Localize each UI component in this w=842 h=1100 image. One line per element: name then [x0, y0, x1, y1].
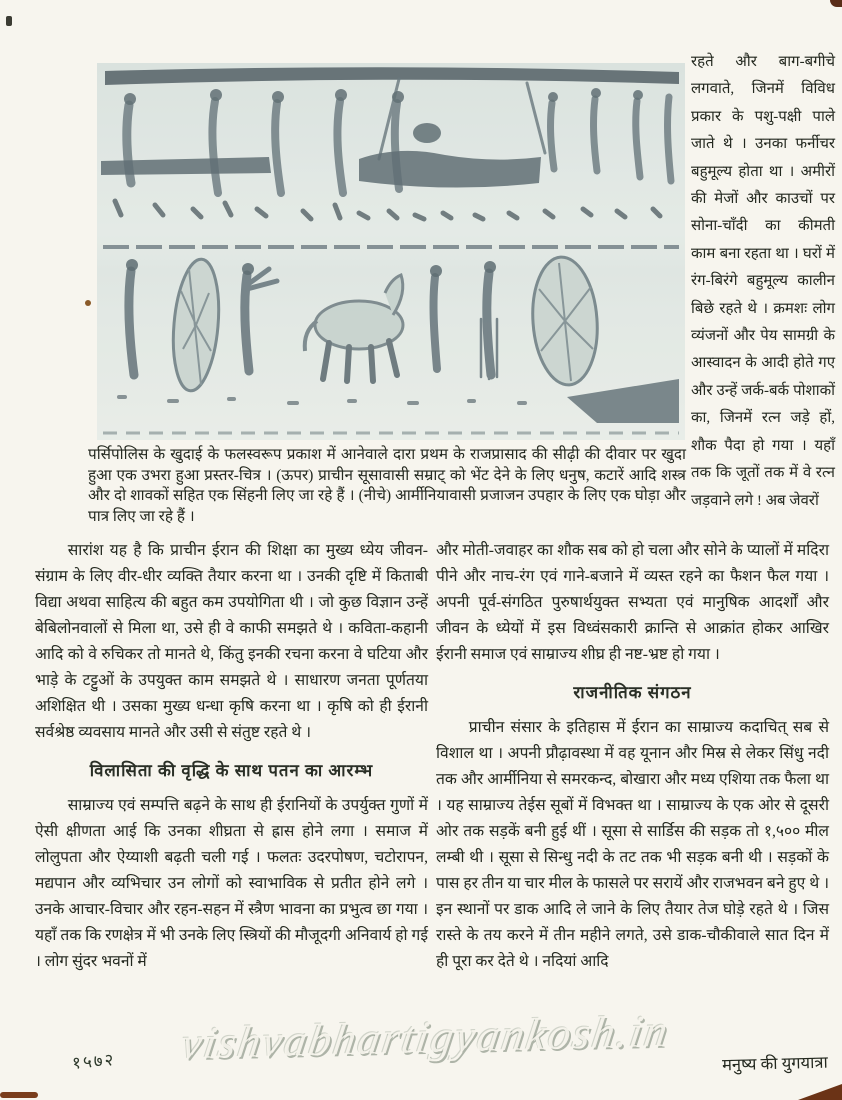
left-paragraph-2: साम्राज्य एवं सम्पत्ति बढ़ने के साथ ही ईरानियों के उपर्युक्त गुणों में ऐसी क्षीणता आई कि उनका शीघ्रता से ह्रास होने लगा । समाज में लोलुपता और ऐय्याशी बढ़ती चली गई । फलतः उदरपोषण, चटोरापन, मद्यपान और व्यभिचार उन लोगों को स्वाभाविक से प्रतीत होने लगे । उनके आचार-विचार और रहन-सहन में स्त्रैण भावना का प्रभुत्व छा गया । यहाँ तक कि रणक्षेत्र में भी उनके लिए स्त्रियों की मौजूदगी अनिवार्य हो गई । लोग सुंदर भवनों में: [35, 797, 428, 970]
right-column: [436, 538, 829, 975]
scan-edge-bottom-right: [798, 1084, 842, 1100]
photo-caption: पर्सिपोलिस के खुदाई के फलस्वरूप प्रकाश में आनेवाले दारा प्रथम के राजप्रासाद की सीढ़ी की दीवार पर खुदा हुआ एक उभरा हुआ प्रस्तर-चित्र । (ऊपर) प्राचीन सूसावासी सम्राट् को भेंट देने के लिए धनुष, कटारें आदि शस्त्र और दो शावकों सहित एक सिंहनी लिए जा रहे हैं । (नीचे) आर्मीनियावासी प्रजाजन उपहार के लिए एक घोड़ा और पात्र लिए जा रहे हैं ।: [88, 446, 686, 525]
ink-speck-top-left: [6, 16, 12, 26]
right-section-heading: राजनीतिक संगठन: [573, 683, 692, 702]
running-title: मनुष्य की युगयात्रा: [722, 1052, 829, 1075]
sidebar-continuation-text: रहते और बाग-बगीचे लगवाते, जिनमें विविध प्रकार के पशु-पक्षी पाले जाते थे । उनका फर्नीचर बहुमूल्य होता था । अमीरों की मेजों और काउचों पर सोना-चाँदी का कीमती काम बना रहता था । घरों में रंग-बिरंगे बहुमूल्य कालीन बिछे रहते थे । क्रमशः लोग व्यंजनों और पेय सामग्री के आस्वादन के आदी होते गए और उन्हें जर्क-बर्क पोशाकों का, जिनमें रत्न जड़े हों, शौक पैदा हो गया । यहाँ तक कि जूतों तक में वे रत्न जड़वाने लगे ! अब जेवरों: [691, 54, 835, 509]
scan-edge-top-right: [830, 0, 842, 7]
right-paragraph-2: प्राचीन संसार के इतिहास में ईरान का साम्राज्य कदाचित् सब से विशाल था । अपनी प्रौढ़ावस्था में वह यूनान और मिस्र से लेकर सिंधु नदी तक और आर्मीनिया से समरकन्द, बोखारा और मध्य एशिया तक फैला था । यह साम्राज्य तेईस सूबों में विभक्त था । साम्राज्य के एक ओर से दूसरी ओर तक सड़कें बनी हुई थीं । सूसा से सार्डिस की सड़क तो १,५०० मील लम्बी थी । सूसा से सिन्धु नदी के तट तक भी सड़क बनी थी । सड़कों के पास हर तीन या चार मील के फासले पर सरायें और राजभवन बने हुए थे । इन स्थानों पर डाक आदि ले जाने के लिए तैयार तेज घोड़े रहते थे । जिस रास्ते के तय करने में तीन महीने लगते, उसे डाक-चौकीवाले सात दिन में ही पूरा कर देते थे । नदियां आदि: [436, 719, 829, 970]
right-paragraph-1: और मोती-जवाहर का शौक सब को हो चला और सोने के प्यालों में मदिरा पीने और नाच-रंग एवं गाने-बजाने में व्यस्त रहने का फैशन फैल गया । अपनी पूर्व-संगठित पुरुषार्थयुक्त सभ्यता एवं मानुषिक आदर्शों और जीवन के ध्येयों में इस विध्वंसकारी क्रान्ति से आक्रांत होकर आखिर ईरानी समाज एवं साम्राज्य शीघ्र ही नष्ट-भ्रष्ट हो गया ।: [436, 542, 829, 663]
left-column: [35, 538, 428, 975]
ink-dot-left-margin: [85, 300, 91, 306]
site-watermark: vishvabhartigyankosh.in: [178, 1005, 673, 1069]
relief-photograph: [97, 63, 685, 440]
left-paragraph-1: सारांश यह है कि प्राचीन ईरान की शिक्षा का मुख्य ध्येय जीवन-संग्राम के लिए वीर-धीर व्यक्ति तैयार करना था । उनकी दृष्टि में किताबी विद्या अथवा साहित्य की बहुत कम उपयोगिता थी । जो कुछ विज्ञान उन्हें बेबिलोनवालों से मिला था, उसे ही वे काफी समझते थे । कविता-कहानी आदि को वे रुचिकर तो मानते थे, किंतु इनकी रचना करना वे घटिया और भाड़े के टट्टुओं के उपयुक्त काम समझते थे । साधारण जनता पूर्णतया अशिक्षित थी । उसका मुख्य धन्धा कृषि करना था । कृषि को ही ईरानी सर्वश्रेष्ठ व्यवसाय मानते और उसी से संतुष्ट रहते थे ।: [35, 542, 428, 741]
page-number: १५७२: [71, 1050, 117, 1073]
scan-edge-bottom-left: [0, 1092, 38, 1098]
relief-photo-art: [97, 63, 685, 440]
left-section-heading: विलासिता की वृद्धि के साथ पतन का आरम्भ: [89, 761, 374, 780]
